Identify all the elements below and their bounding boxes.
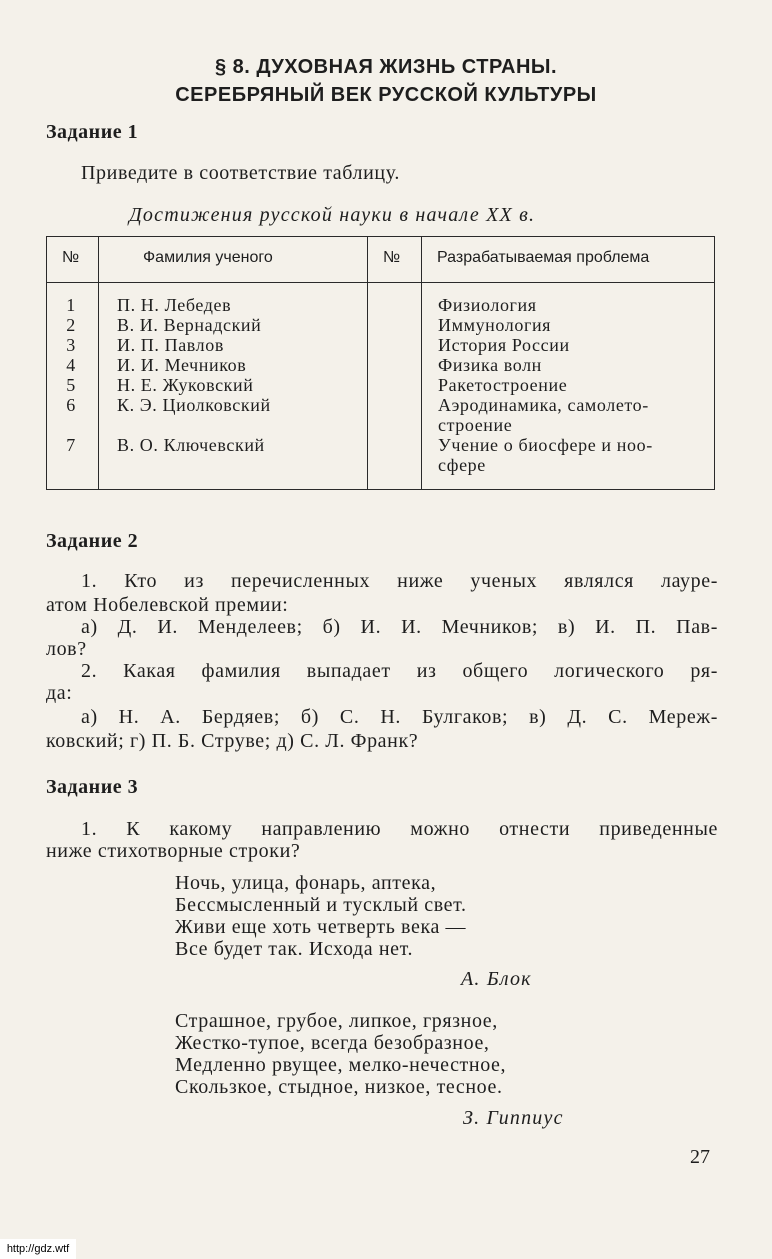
row-problem: Физиология xyxy=(438,295,537,315)
science-table xyxy=(46,236,715,490)
header-problem: Разрабатываемая проблема xyxy=(437,249,650,266)
row-scientist: И. И. Мечников xyxy=(117,355,247,375)
task-2-q2-line-2: да: xyxy=(46,682,73,704)
row-scientist: И. П. Павлов xyxy=(117,335,224,355)
task-2-q2-options-line-1: а) Н. А. Бердяев; б) С. Н. Булгаков; в) Д. С. Мереж- xyxy=(81,706,718,728)
task-1-instruction: Приведите в соответствие таблицу. xyxy=(81,162,400,184)
row-num: 6 xyxy=(66,395,76,415)
header-scientist: Фамилия ученого xyxy=(143,249,273,266)
section-title-line-2: СЕРЕБРЯНЫЙ ВЕК РУССКОЙ КУЛЬТУРЫ xyxy=(175,84,597,106)
task-2-q1-line-2: атом Нобелевской премии: xyxy=(46,594,289,616)
poem-1-line: Все будет так. Исхода нет. xyxy=(175,938,414,960)
row-num: 3 xyxy=(66,335,76,355)
row-scientist: В. И. Вернадский xyxy=(117,315,262,335)
task-2-title: Задание 2 xyxy=(46,530,139,552)
task-3-q1-line-2: ниже стихотворные строки? xyxy=(46,840,301,862)
task-2-q1-options-line-1: а) Д. И. Менделеев; б) И. И. Мечников; в) И. П. Пав- xyxy=(81,616,718,638)
row-scientist: П. Н. Лебедев xyxy=(117,295,232,315)
row-problem: Аэродинамика, самолето- xyxy=(438,395,649,415)
poem-2-line: Страшное, грубое, липкое, грязное, xyxy=(175,1010,498,1032)
row-scientist: Н. Е. Жуковский xyxy=(117,375,254,395)
row-num: 1 xyxy=(66,295,76,315)
poem-1-line: Ночь, улица, фонарь, аптека, xyxy=(175,872,437,894)
table-caption: Достижения русской науки в начале XX в. xyxy=(129,204,536,226)
row-problem-continued: сфере xyxy=(438,455,486,475)
row-problem: Иммунология xyxy=(438,315,552,335)
watermark-link[interactable]: http://gdz.wtf xyxy=(0,1239,76,1259)
task-2-q1-options-line-2: лов? xyxy=(46,638,87,660)
task-3-title: Задание 3 xyxy=(46,776,139,798)
row-scientist: В. О. Ключевский xyxy=(117,435,265,455)
row-num: 4 xyxy=(66,355,76,375)
header-num-2: № xyxy=(383,249,401,266)
section-title-line-1: § 8. ДУХОВНАЯ ЖИЗНЬ СТРАНЫ. xyxy=(214,56,558,78)
row-num: 7 xyxy=(66,435,76,455)
task-1-title: Задание 1 xyxy=(46,121,139,143)
page-number: 27 xyxy=(690,1146,710,1168)
row-num: 5 xyxy=(66,375,76,395)
row-num: 2 xyxy=(66,315,76,335)
row-problem: Учение о биосфере и ноо- xyxy=(438,435,653,455)
task-2-q2-options-line-2: ковский; г) П. Б. Струве; д) С. Л. Франк? xyxy=(46,730,419,752)
row-problem: История России xyxy=(438,335,570,355)
header-num-1: № xyxy=(62,249,80,266)
row-scientist: К. Э. Циолковский xyxy=(117,395,271,415)
poem-1-line: Бессмысленный и тусклый свет. xyxy=(175,894,467,916)
poem-2-line: Жестко-тупое, всегда безобразное, xyxy=(175,1032,490,1054)
poem-2-line: Скользкое, стыдное, низкое, тесное. xyxy=(175,1076,503,1098)
row-problem: Ракетостроение xyxy=(438,375,568,395)
task-2-q2-line-1: 2. Какая фамилия выпадает из общего логического ря- xyxy=(81,660,718,682)
row-problem-continued: строение xyxy=(438,415,513,435)
poem-1-line: Живи еще хоть четверть века — xyxy=(175,916,467,938)
poem-2-author: З. Гиппиус xyxy=(463,1107,564,1129)
poem-1-author: А. Блок xyxy=(461,968,532,990)
row-problem: Физика волн xyxy=(438,355,542,375)
task-2-q1-line-1: 1. Кто из перечисленных ниже ученых являлся лауре- xyxy=(81,570,718,592)
poem-2-line: Медленно рвущее, мелко-нечестное, xyxy=(175,1054,507,1076)
task-3-q1-line-1: 1. К какому направлению можно отнести приведенные xyxy=(81,818,718,840)
